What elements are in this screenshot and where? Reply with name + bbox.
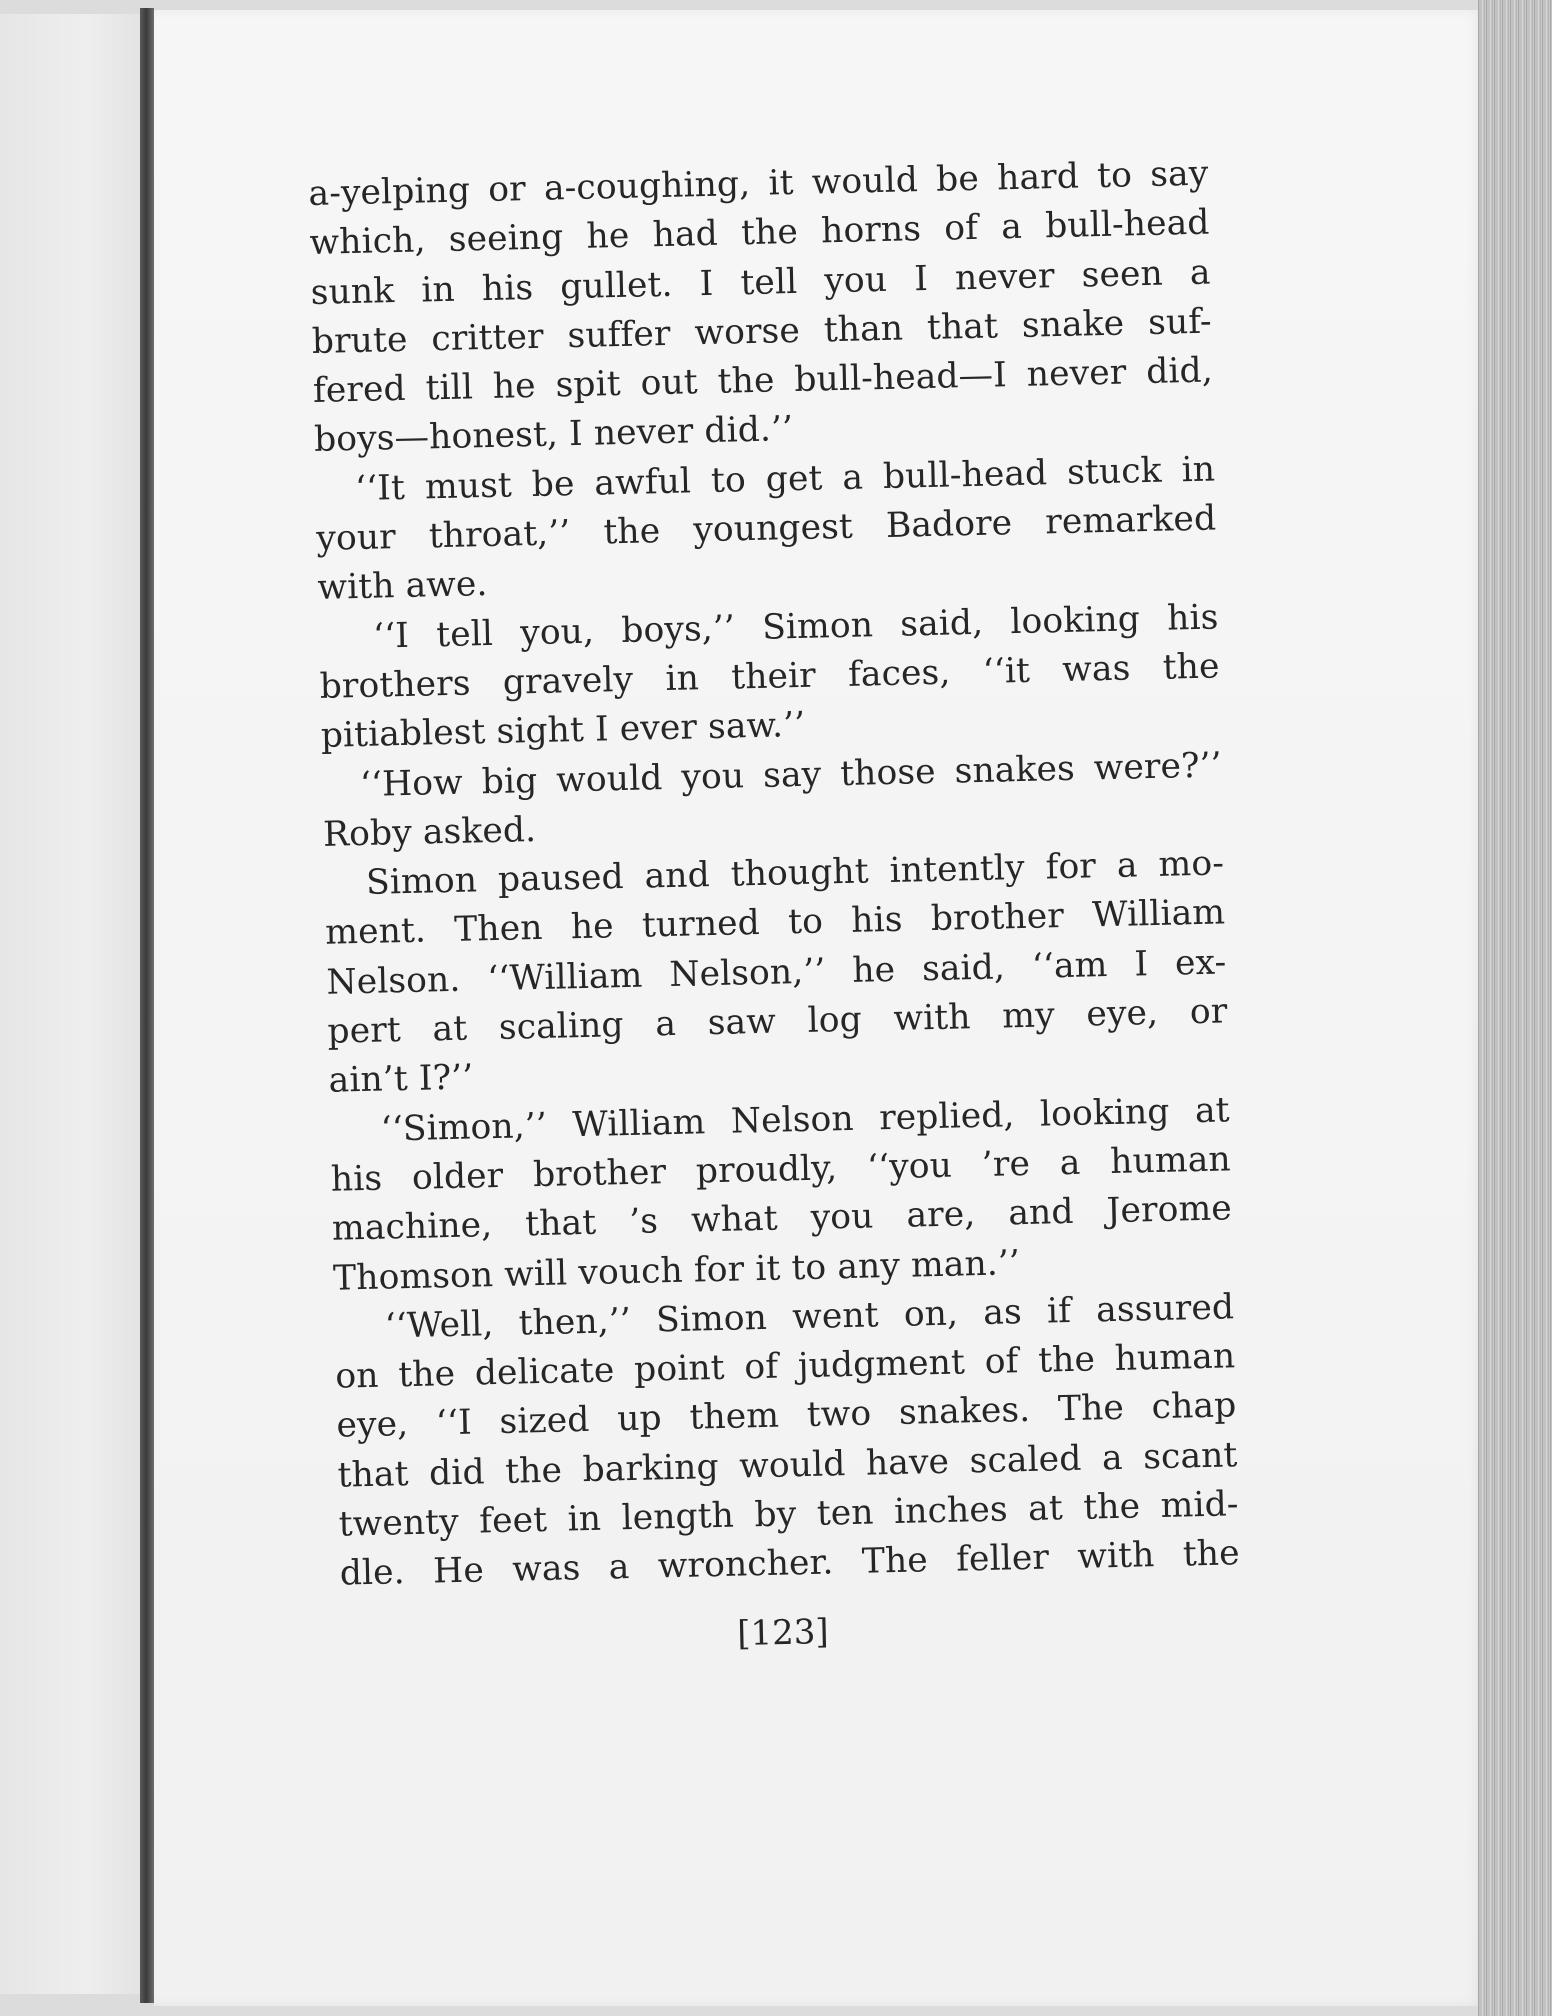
text-line: Simon paused and thought intently for a mo- <box>323 843 1225 904</box>
text-line: that did the barking would have scaled a scant <box>337 1434 1238 1496</box>
book-gutter <box>140 8 154 2003</box>
text-line: your throat,’’ the youngest Badore remarked <box>315 498 1217 559</box>
text-line: Nelson. ‘‘William Nelson,’’ he said, ‘‘am I ex- <box>325 942 1227 1003</box>
page-number: [123] <box>736 1611 830 1655</box>
text-line: ain’t I?’’ <box>328 1057 474 1102</box>
text-line: pitiablest sight I ever saw.’’ <box>320 705 806 757</box>
text-line: which, seeing he had the horns of a bull-head <box>309 202 1210 264</box>
page-stack-edges <box>1478 0 1552 2016</box>
text-line: ‘‘I tell you, boys,’’ Simon said, looking his <box>318 597 1219 658</box>
body-text <box>308 150 1240 1600</box>
text-line: brothers gravely in their faces, ‘‘it was the <box>319 646 1220 707</box>
text-line: boys—honest, I never did.’’ <box>313 409 794 461</box>
text-line: with awe. <box>317 564 488 609</box>
text-line: ‘‘How big would you say those snakes were?’’ <box>321 744 1223 806</box>
left-page-edge <box>0 14 146 1994</box>
text-line: ment. Then he turned to his brother William <box>324 892 1226 954</box>
text-line: eye, ‘‘I sized up them two snakes. The chap <box>336 1385 1237 1447</box>
text-line: dle. He was a wroncher. The feller with the <box>339 1533 1241 1594</box>
text-line: Roby asked. <box>322 809 537 855</box>
text-line: on the delicate point of judgment of the human <box>334 1336 1236 1397</box>
text-line: pert at scaling a saw log with my eye, or <box>327 991 1228 1052</box>
text-line: fered till he spit out the bull-head—I never did, <box>312 350 1214 412</box>
text-line: twenty feet in length by ten inches at the mid- <box>338 1484 1239 1545</box>
text-line: his older brother proudly, ‘‘you ’re a human <box>330 1139 1232 1200</box>
text-line: machine, that ’s what you are, and Jerome <box>331 1188 1233 1249</box>
text-line: sunk in his gullet. I tell you I never seen a <box>310 252 1212 313</box>
text-line: ‘‘Well, then,’’ Simon went on, as if assured <box>333 1287 1235 1348</box>
text-line: ‘‘Simon,’’ William Nelson replied, looking at <box>329 1089 1231 1151</box>
text-line: Thomson will vouch for it to any man.’’ <box>332 1242 1021 1299</box>
text-line: ‘‘It must be awful to get a bull-head stuck in <box>314 449 1216 510</box>
text-line: brute critter suffer worse than that snake suf- <box>311 301 1213 362</box>
text-line: a-yelping or a-coughing, it would be hard to say <box>308 153 1209 214</box>
